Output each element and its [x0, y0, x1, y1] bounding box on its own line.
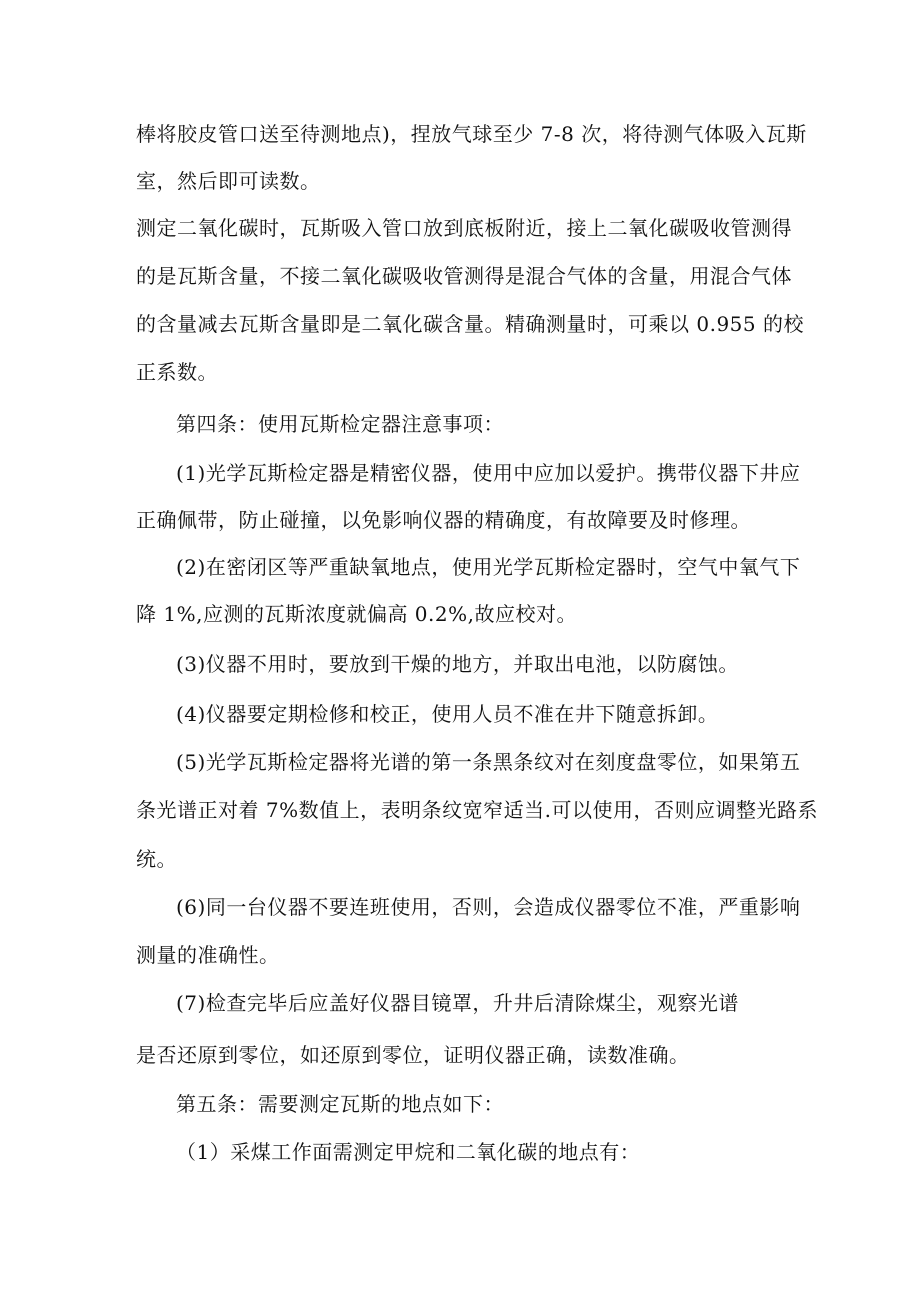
list-item-text: (5)光学瓦斯检定器将光谱的第一条黑条纹对在刻度盘零位，如果第五 — [176, 750, 801, 774]
list-item-text: (4)仪器要定期检修和校正，使用人员不准在井下随意拆卸。 — [176, 702, 719, 726]
list-item-text: 条光谱正对着 7%数值上，表明条纹宽窄适当.可以使用，否则应调整光路系 — [136, 798, 818, 822]
list-item-text: 测量的准确性。 — [136, 943, 280, 967]
section-heading: 第五条：需要测定瓦斯的地点如下： — [176, 1092, 504, 1116]
text-line: 棒将胶皮管口送至待测地点)，捏放气球至少 7-8 次，将待测气体吸入瓦斯 — [136, 122, 807, 146]
list-item-text: (7)检查完毕后应盖好仪器目镜罩，升井后清除煤尘，观察光谱 — [176, 991, 739, 1015]
list-item-text: (6)同一台仪器不要连班使用，否则，会造成仪器零位不准，严重影响 — [176, 895, 801, 919]
text-line: 正系数。 — [136, 360, 218, 384]
list-item-text: 正确佩带，防止碰撞，以免影响仪器的精确度，有故障要及时修理。 — [136, 508, 751, 532]
list-item-text: 降 1%,应测的瓦斯浓度就偏高 0.2%,故应校对。 — [136, 602, 577, 626]
text-line: 室，然后即可读数。 — [136, 169, 321, 193]
list-item-text: （1）采煤工作面需测定甲烷和二氧化碳的地点有： — [176, 1140, 641, 1164]
list-item-text: 是否还原到零位，如还原到零位，证明仪器正确，读数准确。 — [136, 1043, 690, 1067]
list-item-text: (3)仪器不用时，要放到干燥的地方，并取出电池，以防腐蚀。 — [176, 652, 739, 676]
text-line: 测定二氧化碳时，瓦斯吸入管口放到底板附近，接上二氧化碳吸收管测得 — [136, 216, 792, 240]
text-line: 的含量减去瓦斯含量即是二氧化碳含量。精确测量时，可乘以 0.955 的校 — [136, 312, 804, 336]
section-heading: 第四条：使用瓦斯检定器注意事项： — [176, 412, 504, 436]
list-item-text: (1)光学瓦斯检定器是精密仪器，使用中应加以爱护。携带仪器下井应 — [176, 461, 801, 485]
list-item-text: 统。 — [136, 847, 177, 871]
list-item-text: (2)在密闭区等严重缺氧地点，使用光学瓦斯检定器时，空气中氧气下 — [176, 555, 801, 579]
text-line: 的是瓦斯含量，不接二氧化碳吸收管测得是混合气体的含量，用混合气体 — [136, 264, 792, 288]
